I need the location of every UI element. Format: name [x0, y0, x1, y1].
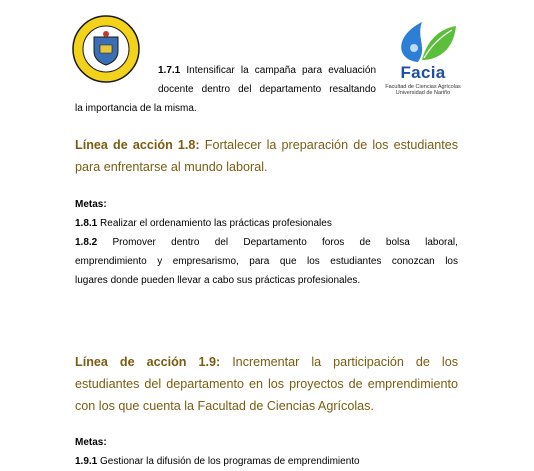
item-171: 1.7.1 Intensificar la campaña para evaluación docente dentro del departamento resaltando: [158, 65, 377, 95]
facia-title: Facia: [400, 63, 446, 82]
meta-1-8-2-first-line: 1.8.2 Promover dentro del Departamento foros de bolsa laboral,: [75, 237, 458, 248]
facia-logo: [385, 18, 461, 100]
metas-1-8-list: 1.8.1 Realizar el ordenamiento las prácticas profesionales 1.8.2 Promover dentro del Departamento foros de bolsa laboral, emprendimiento y empresarismo, para que los estudiantes conozcan los lugares donde pueden llevar a cabo sus prácticas profesionales.: [75, 218, 458, 286]
item-171-continued: la importancia de la misma.: [75, 103, 197, 114]
metas-1-8-title: Metas:: [75, 199, 107, 210]
university-seal-logo: [72, 15, 140, 83]
action-line-1-9: Línea de acción 1.9: Incrementar la participación de los estudiantes del departamento en los proyectos de emprendimiento con los que cuenta la Facultad de Ciencias Agrícolas.: [75, 355, 458, 413]
action-1-8-label: Línea de acción 1.8:: [75, 138, 200, 152]
facia-subtitle: Facultad de Ciencias Agrícolas Universidad de Nariño: [385, 84, 461, 96]
action-1-9-label: Línea de acción 1.9:: [75, 355, 221, 369]
item-171-number: 1.7.1: [158, 65, 181, 76]
meta-1-9-1: 1.9.1 Gestionar la difusión de los programas de emprendimiento: [75, 456, 360, 467]
action-line-1-8: Línea de acción 1.8: Fortalecer la preparación de los estudiantes para enfrentarse al mundo laboral.: [75, 138, 459, 174]
metas-1-9-title: Metas:: [75, 437, 107, 448]
